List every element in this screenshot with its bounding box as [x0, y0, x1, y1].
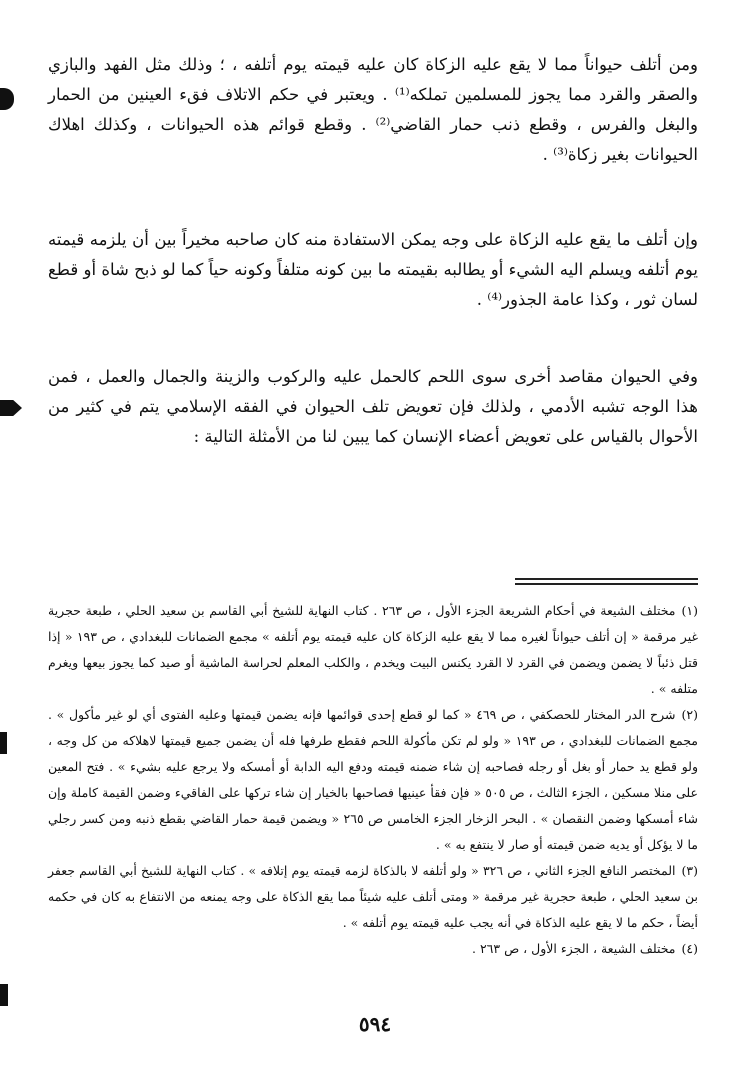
footnote-number: (٤) — [681, 941, 698, 956]
scan-edge-mark — [0, 984, 8, 1006]
scan-edge-mark — [0, 88, 14, 110]
body-paragraph — [48, 50, 698, 170]
divider-line — [515, 578, 698, 580]
footnote — [48, 858, 698, 936]
footnote-divider — [515, 578, 698, 588]
paragraph-text: وفي الحيوان مقاصد أخرى سوى اللحم كالحمل عليه والركوب والزينة والجمال والعمل ، فمن هذا الوجه تشبه الأدمي ، ولذلك فإن تعويض تلف الحيوان في الفقه الإسلامي يتم في كثير من الأحوال بالقياس على تعويض أعضاء الإنسان كما يبين لنا من الأمثلة التالية : — [48, 367, 698, 446]
divider-line — [515, 583, 698, 585]
body-paragraph — [48, 225, 698, 315]
footnote-number: (٣) — [681, 863, 698, 878]
paragraph-text: ومن أتلف حيواناً مما لا يقع عليه الزكاة كان عليه قيمته يوم أتلفه ، ؛ وذلك مثل الفهد والبازي والصقر والقرد مما يجوز للمسلمين تملكه⁽¹⁾ . ويعتبر في حكم الاتلاف فقء العينين من الحمار والبغل والفرس ، وقطع ذنب حمار القاضي⁽²⁾ . وقطع قوائم هذه الحيوانات ، وكذلك اهلاك الحيوانات بغير زكاة⁽³⁾ . — [48, 55, 698, 164]
scan-edge-mark — [0, 732, 7, 754]
footnote — [48, 936, 698, 962]
page-number: ٥٩٤ — [358, 1012, 392, 1036]
footnote-text: المختصر النافع الجزء الثاني ، ص ٣٢٦ « ولو أتلفه لا بالذكاة لزمه قيمته يوم إتلافه » . كتاب النهاية للشيخ أبي القاسم جعفر بن سعيد الحلي ، طبعة حجرية غير مرقمة « ومتى أتلف عليه شيئاً مما يقع الذكاة على وجه يمنعه من الانتفاع به كان في حكمه أيضاً ، حكم ما لا يقع عليه الذكاة في أنه يجب عليه قيمته يوم أتلفه » . — [48, 863, 698, 930]
body-paragraph — [48, 362, 698, 452]
footnotes — [48, 598, 698, 962]
footnote-number: (٢) — [681, 707, 699, 722]
footnote-text: مختلف الشيعة ، الجزء الأول ، ص ٢٦٣ . — [472, 941, 676, 956]
footnote-text: شرح الدر المختار للحصكفي ، ص ٤٦٩ « كما لو قطع إحدى قوائمها فإنه يضمن قيمتها وعليه الفتوى أي لو غير مأكول » . مجمع الضمانات للبغدادي ، ص ١٩٣ « ولو لم تكن مأكولة اللحم فقطع طرفها فله أن يضمن جميع قيمتها لاهلاكه من كل وجه ، ولو قطع يد حمار أو بغل أو رجله فصاحبه إن شاء ضمنه قيمته ودفع اليه الدابة أو أمسكه ولا يرجع عليه بشيء » . فتح المعين على منلا مسكين ، الجزء الثالث ، ص ٥٠٥ « فإن فقأ عينيها فصاحبها بالخيار إن شاء تركها على الفاقيء وضمن القيمة كاملة وإن شاء أمسكها وضمن النقصان » . البحر الزخار الجزء الخامس ص ٢٦٥ « ويضمن قيمة حمار القاضي بقطع ذنبه ومن كسر رجلي ما لا يؤكل أو يديه ضمن قيمته أو صار لا ينتفع به » . — [48, 707, 698, 852]
scan-edge-mark — [0, 400, 22, 416]
footnote-number: (١) — [681, 603, 699, 618]
footnote — [48, 702, 698, 858]
paragraph-text: وإن أتلف ما يقع عليه الزكاة على وجه يمكن الاستفادة منه كان صاحبه مخيراً بين أن يلزمه قيمته يوم أتلفه ويسلم اليه الشيء أو يطالبه بقيمته ما بين كونه متلفاً وكونه حياً كما لو ذبح شاة أو قطع لسان ثور ، وكذا عامة الجذور⁽⁴⁾ . — [48, 230, 698, 309]
footnote — [48, 598, 698, 702]
footnote-text: مختلف الشيعة في أحكام الشريعة الجزء الأول ، ص ٢٦٣ . كتاب النهاية للشيخ أبي القاسم بن سعيد الحلي ، طبعة حجرية غير مرقمة « إن أتلف حيواناً لغيره مما لا يقع عليه الزكاة كان عليه قيمته يوم أتلفه » مجمع الضمانات للبغدادي ، ص ١٩٣ « إذا قتل ذئباً لا يضمن ويضمن في القرد لا القرد يكنس البيت ويخدم ، والكلب المعلم لحراسة الماشية أو صيد كما يجوز بيعها ويغرم متلفه » . — [48, 603, 699, 696]
